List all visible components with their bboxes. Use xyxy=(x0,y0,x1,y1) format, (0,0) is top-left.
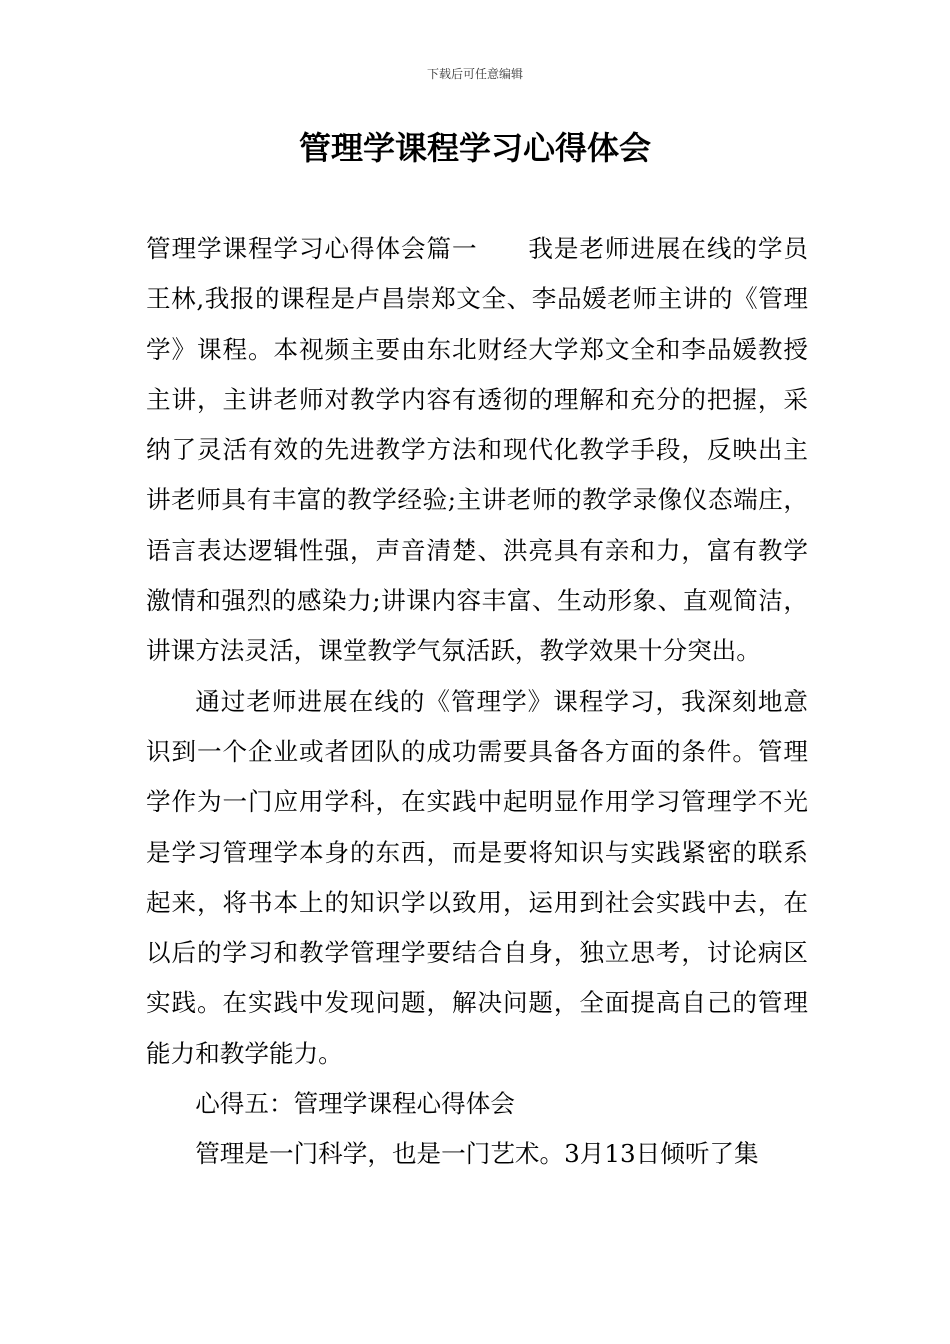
document-title: 管理学课程学习心得体会 xyxy=(298,129,651,167)
header-note: 下载后可任意编辑 xyxy=(426,67,523,81)
paragraph-2: 通过老师进展在线的《管理学》课程学习，我深刻地意识到一个企业或者团队的成功需要具备各方面的条件。管理学作为一门应用学科，在实践中起明显作用学习管理学不光是学习管理学本身的东西，而是要将知识与实践紧密的联系起来，将书本上的知识学以致用，运用到社会实践中去，在以后的学习和教学管理学要结合自身，独立思考，讨论病区实践。在实践中发现问题，解决问题，全面提高自己的管理能力和教学能力。 xyxy=(146,686,808,1068)
section-heading: 心得五：管理学课程心得体会 xyxy=(195,1089,515,1119)
paragraph-1: 管理学课程学习心得体会篇一 我是老师进展在线的学员王林,我报的课程是卢昌崇郑文全、李品媛老师主讲的《管理学》课程。本视频主要由东北财经大学郑文全和李品媛教授主讲，主讲老师对教学内容有透彻的理解和充分的把握，采纳了灵活有效的先进教学方法和现代化教学手段，反映出主讲老师具有丰富的教学经验;主讲老师的教学录像仪态端庄，语言表达逻辑性强，声音清楚、洪亮具有亲和力，富有教学激情和强烈的感染力;讲课内容丰富、生动形象、直观简洁，讲课方法灵活，课堂教学气氛活跃，教学效果十分突出。 xyxy=(146,234,808,666)
paragraph-3: 管理是一门科学，也是一门艺术。3月13日倾听了集 xyxy=(195,1139,759,1169)
document-body xyxy=(146,224,808,1180)
